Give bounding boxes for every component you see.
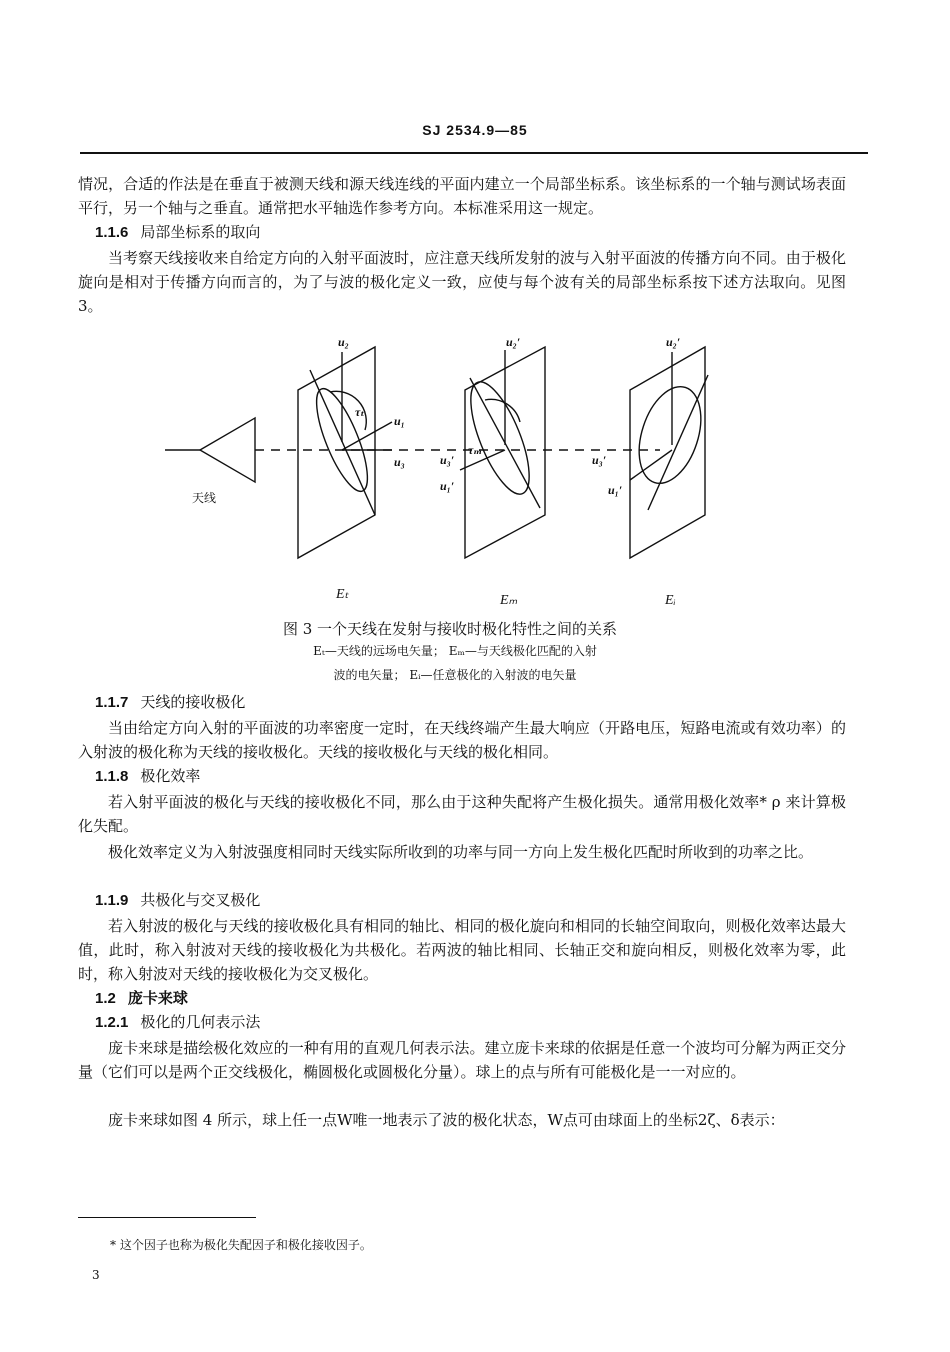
field-label-em: Eₘ	[500, 593, 518, 608]
heading-number: 1.2.1	[95, 1014, 129, 1031]
label-u2p-m: u₂′	[506, 335, 521, 349]
paragraph-polarization-loss: 若入射平面波的极化与天线的接收极化不同，那么由于这种失配将产生极化损失。通常用极化效率* ρ 来计算极化失配。	[78, 793, 846, 835]
footnote-rule	[78, 1217, 256, 1218]
label-u3: u₃	[394, 455, 405, 469]
label-u3p-i: u₃′	[592, 453, 607, 467]
figure-caption-line-1: Eₜ—天线的远场电矢量； Eₘ—与天线极化匹配的入射	[313, 644, 597, 658]
paragraph-local-coordinate-intro: 情况，合适的作法是在垂直于被测天线和源天线连线的平面内建立一个局部坐标系。该坐标系的一个轴与测试场表面平行，另一个轴与之垂直。通常把水平轴选作参考方向。本标准采用这一规定。	[78, 175, 846, 217]
header-rule	[80, 152, 868, 154]
heading-number: 1.1.8	[95, 768, 129, 785]
axis-u1-t	[342, 422, 392, 450]
label-u3p-m: u₃′	[440, 453, 455, 467]
axis-u1p-m	[460, 450, 505, 470]
paragraph-efficiency-definition: 极化效率定义为入射波强度相同时天线实际所收到的功率与同一方向上发生极化匹配时所收到的功率之比。	[108, 843, 814, 861]
paragraph-poincare-figure-4: 庞卡来球如图 4 所示，球上任一点W唯一地表示了波的极化状态，W点可由球面上的坐标2ζ、δ表示：	[108, 1111, 785, 1129]
heading-1-1-8	[95, 764, 200, 789]
heading-1-1-6	[95, 220, 260, 245]
antenna-label: 天线	[192, 491, 217, 505]
heading-text: 极化的几何表示法	[140, 1013, 261, 1031]
label-u2p-i: u₂′	[666, 335, 681, 349]
ellipse-em	[459, 375, 541, 501]
heading-1-2	[95, 986, 188, 1011]
label-u2: u₂	[338, 335, 349, 349]
heading-number: 1.2	[95, 990, 116, 1007]
label-u1p-i: u₁′	[608, 483, 623, 497]
heading-text: 天线的接收极化	[140, 693, 246, 711]
heading-text: 极化效率	[140, 767, 201, 785]
heading-1-1-7	[95, 690, 245, 715]
heading-text: 庞卡来球	[127, 989, 188, 1007]
page-number: 3	[92, 1268, 100, 1282]
heading-number: 1.1.6	[95, 224, 129, 241]
rotation-arc-m	[485, 399, 520, 422]
paragraph-orientation: 当考察天线接收来自给定方向的入射平面波时，应注意天线所发射的波与入射平面波的传播方向不同。由于极化旋向是相对于传播方向而言的，为了与波的极化定义一致，应使与每个波有关的局部坐标系按下述方法取向。见图 3。	[78, 249, 846, 315]
figure-caption-title: 图 3 一个天线在发射与接收时极化特性之间的关系	[282, 620, 618, 638]
heading-1-1-9	[95, 888, 260, 913]
label-u1: u₁	[394, 414, 405, 428]
heading-text: 局部坐标系的取向	[140, 223, 261, 241]
paragraph-poincare-sphere: 庞卡来球是描绘极化效应的一种有用的直观几何表示法。建立庞卡来球的依据是任意一个波均可分解为两正交分量（它们可以是两个正交线极化，椭圆极化或圆极化分量）。球上的点与所有可能极化是一一对应的。	[78, 1039, 846, 1081]
standard-header: SJ 2534.9—85	[422, 122, 528, 138]
major-axis-i	[648, 375, 708, 510]
label-tau-t: τₜ	[355, 405, 365, 419]
field-label-et: Eₜ	[336, 587, 349, 602]
figure-caption-line-2: 波的电矢量； Eᵢ—任意极化的入射波的电矢量	[333, 668, 577, 682]
heading-number: 1.1.7	[95, 694, 129, 711]
label-tau-m: τₘ	[468, 443, 483, 457]
footnote: * 这个因子也称为极化失配因子和极化接收因子。	[110, 1238, 372, 1252]
paragraph-receiving-polarization: 当由给定方向入射的平面波的功率密度一定时，在天线终端产生最大响应（开路电压，短路电流或有效功率）的入射波的极化称为天线的接收极化。天线的接收极化与天线的极化相同。	[78, 719, 846, 761]
heading-number: 1.1.9	[95, 892, 129, 909]
heading-text: 共极化与交叉极化	[140, 891, 261, 909]
paragraph-co-cross-polarization: 若入射波的极化与天线的接收极化具有相同的轴比、相同的极化旋向和相同的长轴空间取向，则极化效率达最大值，此时，称入射波对天线的接收极化为共极化。若两波的轴比相同、长轴正交和旋向相反，则极化效率为零，此时，称入射波对天线的接收极化为交叉极化。	[78, 917, 846, 983]
label-u1p-m: u₁′	[440, 479, 455, 493]
figure-3-diagram	[160, 330, 720, 610]
heading-1-2-1	[95, 1010, 260, 1035]
antenna-horn	[200, 418, 255, 482]
field-label-ei: Eᵢ	[665, 593, 676, 608]
axis-u1p-i	[630, 450, 672, 480]
